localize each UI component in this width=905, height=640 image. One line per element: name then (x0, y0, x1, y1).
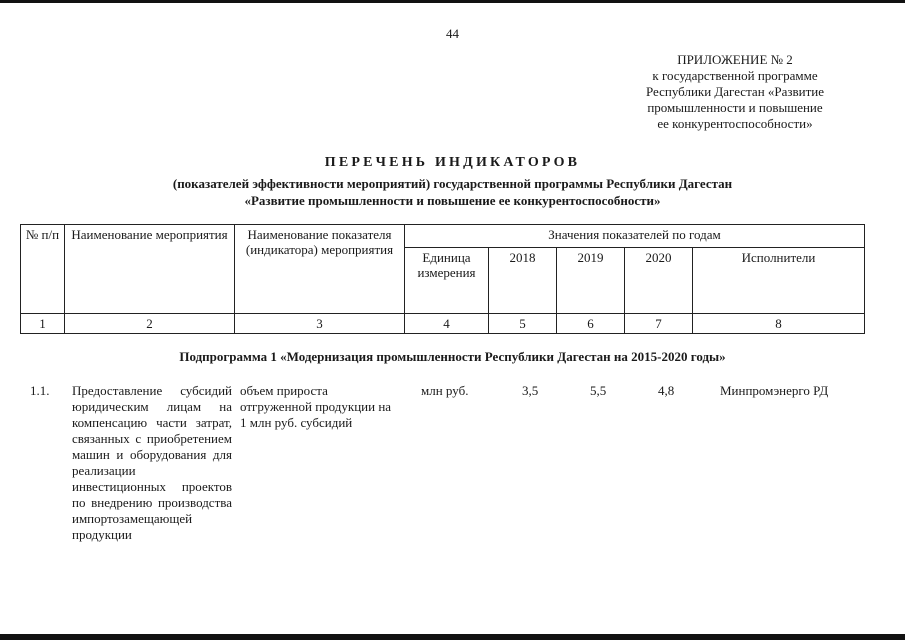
scan-edge-top (0, 0, 905, 3)
appendix-line: промышленности и повышение (647, 100, 823, 115)
column-numbers-row (21, 314, 865, 334)
header-executors: Исполнители (693, 248, 865, 314)
column-number: 2 (65, 314, 235, 334)
document-subtitle (0, 175, 905, 209)
row-number: 1.1. (30, 383, 50, 398)
subtitle-line-1: (показателей эффективности мероприятий) государственной программы Республики Дагестан (172, 176, 733, 191)
header-unit: Единица измерения (405, 248, 489, 314)
column-number: 5 (489, 314, 557, 334)
column-number: 7 (625, 314, 693, 334)
subtitle-line-2: «Развитие промышленности и повышение ее конкурентоспособности» (244, 193, 661, 208)
header-year-2018: 2018 (489, 248, 557, 314)
indicators-table (20, 224, 865, 334)
column-number: 6 (557, 314, 625, 334)
header-event: Наименование мероприятия (65, 225, 235, 314)
page-number: 44 (446, 26, 459, 41)
column-number: 1 (21, 314, 65, 334)
column-number: 8 (693, 314, 865, 334)
header-year-2020: 2020 (625, 248, 693, 314)
row-event-name: Предоставление субсидий юридическим лицам на компенсацию части затрат, связанных с приобретением машин и оборудования для реализации инвестиционных проектов по внедрению производства импортозамещающей продукции (72, 383, 232, 542)
header-year-2019: 2019 (557, 248, 625, 314)
appendix-block (600, 52, 870, 132)
appendix-line: ее конкурентоспособности» (657, 116, 813, 131)
row-value-2019: 5,5 (590, 383, 607, 398)
appendix-line: к государственной программе (652, 68, 818, 83)
row-value-2018: 3,5 (522, 383, 539, 398)
row-unit: млн руб. (421, 383, 469, 398)
appendix-line: ПРИЛОЖЕНИЕ № 2 (677, 52, 793, 67)
appendix-line: Республики Дагестан «Развитие (645, 84, 825, 99)
row-indicator-name: объем прироста отгруженной продукции на 1 млн руб. субсидий (240, 383, 392, 430)
subprogram-heading: Подпрограмма 1 «Модернизация промышленности Республики Дагестан на 2015-2020 годы» (179, 349, 726, 364)
header-values-group: Значения показателей по годам (405, 225, 865, 248)
header-row-1 (21, 225, 865, 248)
row-value-2020: 4,8 (658, 383, 675, 398)
header-indicator: Наименование показателя (индикатора) мероприятия (235, 225, 405, 314)
row-executor: Минпромэнерго РД (720, 383, 829, 398)
column-number: 3 (235, 314, 405, 334)
scan-edge-bottom (0, 634, 905, 640)
column-number: 4 (405, 314, 489, 334)
document-title: ПЕРЕЧЕНЬ ИНДИКАТОРОВ (324, 155, 581, 170)
header-no: № п/п (21, 225, 65, 314)
